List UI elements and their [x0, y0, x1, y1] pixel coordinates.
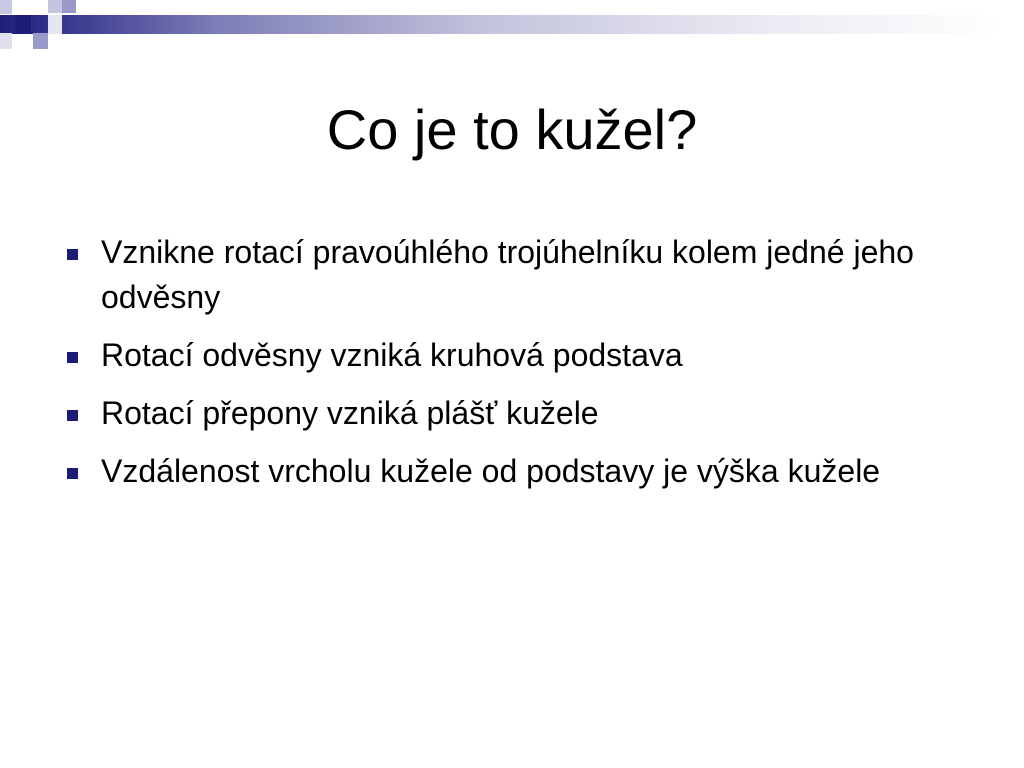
- bullet-text: Rotací přepony vzniká plášť kužele: [101, 395, 599, 431]
- square-bullet-icon: [67, 352, 78, 363]
- bullet-item: [64, 230, 964, 320]
- square-bullet-icon: [67, 249, 78, 260]
- bullet-text: Vznikne rotací pravoúhlého trojúhelníku kolem jedné jeho odvěsny: [101, 234, 914, 315]
- square-bullet-icon: [67, 468, 78, 479]
- bullet-item: [64, 333, 964, 378]
- square-bullet-icon: [67, 410, 78, 421]
- decor-square: [0, 0, 12, 14]
- decor-square: [48, 15, 62, 34]
- decor-square: [33, 33, 48, 49]
- slide-title: Co je to kužel?: [326, 98, 698, 161]
- bullet-item: [64, 391, 964, 436]
- decor-square: [62, 0, 76, 13]
- bullet-text: Vzdálenost vrcholu kužele od podstavy je výška kužele: [101, 453, 881, 489]
- bullet-list: [64, 230, 964, 507]
- bullet-text: Rotací odvěsny vzniká kruhová podstava: [101, 337, 683, 373]
- decor-square: [48, 0, 62, 13]
- decor-square: [15, 15, 31, 34]
- bullet-item: [64, 449, 964, 494]
- header-decoration-band: [0, 15, 1024, 34]
- decor-square: [0, 33, 12, 49]
